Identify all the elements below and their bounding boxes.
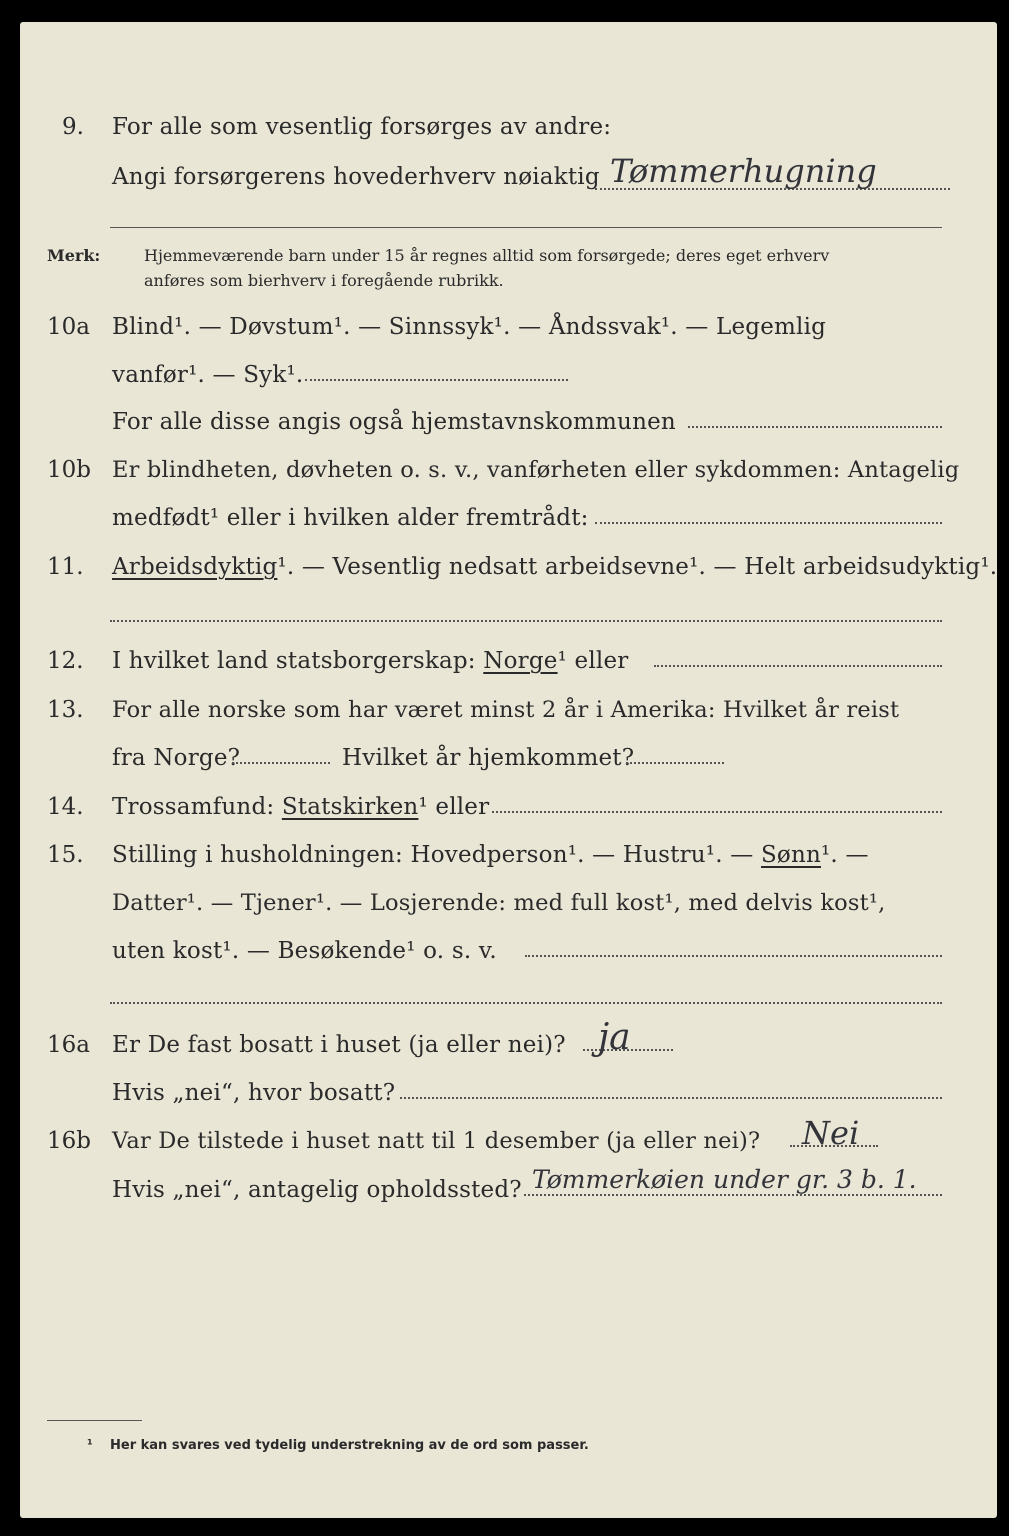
q16b-line1: Var De tilstede i huset natt til 1 desember (ja eller nei)? <box>112 1128 761 1154</box>
q16b-answer2-line <box>524 1194 942 1196</box>
q9-extra-line <box>110 227 942 228</box>
footnote-mark: ¹ <box>87 1438 93 1453</box>
q13-reist-line <box>232 762 330 764</box>
q10a-line1: Blind¹. — Døvstum¹. — Sinnssyk¹. — Åndssvak¹. — Legemlig <box>112 314 827 340</box>
q16a-handwritten-answer: ja <box>598 1017 631 1058</box>
q15-line1 <box>112 842 869 868</box>
q15-extra-line <box>110 1002 942 1004</box>
q16a-bosatt-line <box>400 1097 942 1099</box>
q13-hjemkommet-line <box>626 762 724 764</box>
q9-number: 9. <box>62 114 84 140</box>
q14-question: Trossamfund: <box>112 794 275 820</box>
q10a-kommune-line <box>688 426 942 428</box>
footnote-text: Her kan svares ved tydelig understrekning av de ord som passer. <box>110 1438 589 1453</box>
q14-number: 14. <box>47 794 84 820</box>
q10b-line1: Er blindheten, døvheten o. s. v., vanførheten eller sykdommen: Antagelig <box>112 457 960 483</box>
q15-line1-end: ¹. — <box>821 842 869 868</box>
q12-selected-option: Norge <box>483 648 558 674</box>
q11-line <box>112 554 997 580</box>
q10b-number: 10b <box>47 457 91 483</box>
q14-selected-option: Statskirken <box>281 794 419 820</box>
q13-line1: For alle norske som har været minst 2 år i Amerika: Hvilket år reist <box>112 697 900 723</box>
q10b-line2: medfødt¹ eller i hvilken alder fremtrådt: <box>112 505 589 531</box>
q15-line2: Datter¹. — Tjener¹. — Losjerende: med full kost¹, med delvis kost¹, <box>112 890 886 916</box>
q14-line <box>112 794 489 820</box>
q12-number: 12. <box>47 648 84 674</box>
q15-line3: uten kost¹. — Besøkende¹ o. s. v. <box>112 938 497 964</box>
q11-number: 11. <box>47 554 84 580</box>
q10a-number: 10a <box>47 314 90 340</box>
footnote-rule <box>47 1420 142 1421</box>
q11-rest: ¹. — Vesentlig nedsatt arbeidsevne¹. — Helt arbeidsudyktig¹. <box>277 554 998 580</box>
q12-post: ¹ eller <box>557 648 629 674</box>
q13-line2a: fra Norge? <box>112 745 241 771</box>
q9-question-line2: Angi forsørgerens hovederhverv nøiaktig <box>112 164 600 190</box>
q16b-number: 16b <box>47 1128 91 1154</box>
q10a-line2: vanfør¹. — Syk¹. <box>112 362 304 388</box>
q15-number: 15. <box>47 842 84 868</box>
q16b-handwritten-answer2: Tømmerkøien under gr. 3 b. 1. <box>532 1165 917 1194</box>
q15-answer-line <box>525 955 942 957</box>
q12-line <box>112 648 628 674</box>
q11-extra-line <box>110 620 942 622</box>
merk-label: Merk: <box>47 246 101 265</box>
merk-text-line2: anføres som bierhverv i foregående rubrikk. <box>144 271 504 290</box>
q15-line1-text: Stilling i husholdningen: Hovedperson¹. — Hustru¹. — <box>112 842 754 868</box>
q16b-line2: Hvis „nei“, antagelig opholdssted? <box>112 1177 522 1203</box>
q12-question: I hvilket land statsborgerskap: <box>112 648 476 674</box>
q16b-handwritten-answer1: Nei <box>802 1114 860 1152</box>
q16a-number: 16a <box>47 1032 90 1058</box>
q10a-syk-line <box>305 379 568 381</box>
q15-selected-option: Sønn <box>760 842 821 868</box>
q12-answer-line <box>654 665 942 667</box>
merk-text-line1: Hjemmeværende barn under 15 år regnes alltid som forsørgede; deres eget erhverv <box>144 246 830 265</box>
q9-handwritten-answer: Tømmerhugning <box>610 152 877 190</box>
q10a-line3: For alle disse angis også hjemstavnskommunen <box>112 409 676 435</box>
q10b-answer-line <box>595 522 942 524</box>
q16a-line2: Hvis „nei“, hvor bosatt? <box>112 1080 396 1106</box>
q14-answer-line <box>492 811 942 813</box>
q14-post: ¹ eller <box>418 794 490 820</box>
q9-question-line1: For alle som vesentlig forsørges av andre: <box>112 114 612 140</box>
census-form-page <box>20 22 997 1518</box>
q13-line2b: Hvilket år hjemkommet? <box>342 745 635 771</box>
q11-selected-option: Arbeidsdyktig <box>112 554 278 580</box>
q16a-line1: Er De fast bosatt i huset (ja eller nei)? <box>112 1032 566 1058</box>
q13-number: 13. <box>47 697 84 723</box>
